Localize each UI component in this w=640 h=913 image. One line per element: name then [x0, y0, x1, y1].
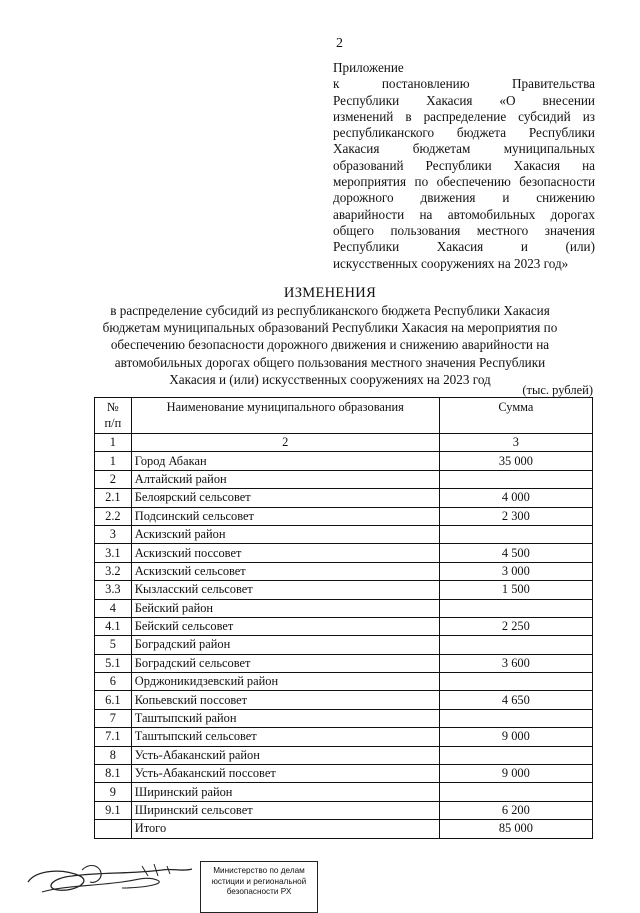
units-label: (тыс. рублей) [522, 383, 593, 397]
annex-line: к постановлению Правительства [333, 76, 595, 92]
subtitle-line: в распределение субсидий из республиканского бюджета Республики Хакасия [110, 303, 550, 318]
row-num-cell: 8 [95, 746, 132, 764]
row-sum-cell [439, 783, 592, 801]
row-sum-cell: 4 000 [439, 489, 592, 507]
subtitle-line: обеспечению безопасности дорожного движения и снижению аварийности на [110, 337, 550, 353]
row-name-cell: Ширинский район [131, 783, 439, 801]
row-sum-cell: 1 500 [439, 581, 592, 599]
stamp-line: Министерство по делам [213, 866, 305, 875]
annex-line: аварийности на автомобильных дорогах [333, 206, 595, 222]
stamp-line: безопасности РХ [226, 887, 292, 896]
annex-line: искусственных сооружениях на 2023 год» [333, 255, 569, 271]
row-sum-cell: 3 000 [439, 562, 592, 580]
annex-line: Хакасия бюджетам муниципальных [333, 141, 595, 157]
table-row [95, 544, 593, 562]
table-row [95, 709, 593, 727]
table-row [95, 617, 593, 635]
subsidies-table [94, 397, 593, 839]
index-num: 1 [95, 434, 132, 452]
row-num-cell [95, 820, 132, 838]
table-row [95, 562, 593, 580]
row-name-cell: Ширинский сельсовет [131, 801, 439, 819]
table-row [95, 820, 593, 838]
row-name-cell: Усть-Абаканский поссовет [131, 765, 439, 783]
row-name-cell: Копьевский поссовет [131, 691, 439, 709]
header-name: Наименование муниципального образования [131, 398, 439, 434]
row-name-cell: Усть-Абаканский район [131, 746, 439, 764]
row-num-cell: 2.2 [95, 507, 132, 525]
row-sum-cell: 4 500 [439, 544, 592, 562]
row-num-cell: 3 [95, 525, 132, 543]
row-sum-cell: 3 600 [439, 654, 592, 672]
stamp-line: юстиции и региональной [211, 876, 307, 886]
table-row [95, 801, 593, 819]
row-num-cell: 3.2 [95, 562, 132, 580]
row-num-cell: 3.3 [95, 581, 132, 599]
row-num-cell: 7 [95, 709, 132, 727]
document-title: ИЗМЕНЕНИЯ [283, 285, 377, 301]
table-row [95, 746, 593, 764]
table-header-row [95, 398, 593, 434]
table-row [95, 507, 593, 525]
row-sum-cell [439, 599, 592, 617]
row-num-cell: 8.1 [95, 765, 132, 783]
row-name-cell: Аскизский район [131, 525, 439, 543]
row-name-cell: Боградский район [131, 636, 439, 654]
table-index-row [95, 434, 593, 452]
row-sum-cell: 9 000 [439, 728, 592, 746]
row-sum-cell [439, 709, 592, 727]
table-row [95, 636, 593, 654]
table-row [95, 728, 593, 746]
row-name-cell: Таштыпский сельсовет [131, 728, 439, 746]
annex-line: Приложение [333, 60, 404, 75]
annex-line: Республики Хакасия «О внесении [333, 92, 595, 108]
row-name-cell: Бейский сельсовет [131, 617, 439, 635]
annex-line: образований Республики Хакасия на [333, 157, 595, 173]
annex-line: изменений в распределение субсидий из [333, 108, 595, 124]
index-name: 2 [131, 434, 439, 452]
row-name-cell: Подсинский сельсовет [131, 507, 439, 525]
document-subtitle [78, 302, 582, 388]
subtitle-line: бюджетам муниципальных образований Республики Хакасия на мероприятия по [102, 320, 558, 336]
table-row [95, 452, 593, 470]
table-row [95, 581, 593, 599]
table-row [95, 489, 593, 507]
row-sum-cell: 2 300 [439, 507, 592, 525]
row-num-cell: 9 [95, 783, 132, 801]
annex-line: республиканского бюджета Республики [333, 125, 595, 141]
row-name-cell: Алтайский район [131, 470, 439, 488]
row-name-cell: Боградский сельсовет [131, 654, 439, 672]
subtitle-line: автомобильных дорогах общего пользования местного значения Республики [114, 354, 546, 370]
header-sum: Сумма [439, 398, 592, 434]
row-num-cell: 2 [95, 470, 132, 488]
row-sum-cell [439, 636, 592, 654]
row-sum-cell [439, 746, 592, 764]
row-name-cell: Орджоникидзевский район [131, 673, 439, 691]
annex-line: дорожного движения и снижению [333, 190, 595, 206]
row-num-cell: 2.1 [95, 489, 132, 507]
row-sum-cell: 2 250 [439, 617, 592, 635]
row-name-cell: Аскизский сельсовет [131, 562, 439, 580]
row-name-cell: Аскизский поссовет [131, 544, 439, 562]
annex-line: общего пользования местного значения [333, 222, 595, 238]
row-name-cell: Кызласский сельсовет [131, 581, 439, 599]
row-num-cell: 5.1 [95, 654, 132, 672]
annex-line: мероприятия по обеспечению безопасности [333, 174, 595, 190]
header-num: № п/п [95, 398, 132, 434]
row-name-cell: Белоярский сельсовет [131, 489, 439, 507]
row-sum-cell [439, 673, 592, 691]
row-sum-cell: 6 200 [439, 801, 592, 819]
table-row [95, 599, 593, 617]
table-row [95, 470, 593, 488]
table-row [95, 691, 593, 709]
row-num-cell: 7.1 [95, 728, 132, 746]
table-row [95, 525, 593, 543]
table-row [95, 654, 593, 672]
row-num-cell: 1 [95, 452, 132, 470]
row-num-cell: 4 [95, 599, 132, 617]
row-name-cell: Таштыпский район [131, 709, 439, 727]
registration-stamp [200, 861, 318, 913]
index-sum: 3 [439, 434, 592, 452]
row-num-cell: 6.1 [95, 691, 132, 709]
row-num-cell: 6 [95, 673, 132, 691]
row-sum-cell: 9 000 [439, 765, 592, 783]
row-num-cell: 4.1 [95, 617, 132, 635]
table-row [95, 783, 593, 801]
row-num-cell: 9.1 [95, 801, 132, 819]
subtitle-line: Хакасия и (или) искусственных сооружениях на 2023 год [169, 371, 491, 387]
row-name-cell: Итого [131, 820, 439, 838]
row-sum-cell: 35 000 [439, 452, 592, 470]
page-number: 2 [336, 36, 343, 51]
signature-stamp-area [22, 852, 322, 906]
signature-scribble [22, 852, 212, 906]
row-num-cell: 3.1 [95, 544, 132, 562]
table-row [95, 765, 593, 783]
table-row [95, 673, 593, 691]
row-sum-cell: 85 000 [439, 820, 592, 838]
annex-line: Республики Хакасия и (или) [333, 239, 595, 255]
row-name-cell: Город Абакан [131, 452, 439, 470]
annex-block [333, 60, 595, 272]
row-name-cell: Бейский район [131, 599, 439, 617]
row-sum-cell [439, 525, 592, 543]
row-num-cell: 5 [95, 636, 132, 654]
row-sum-cell: 4 650 [439, 691, 592, 709]
row-sum-cell [439, 470, 592, 488]
